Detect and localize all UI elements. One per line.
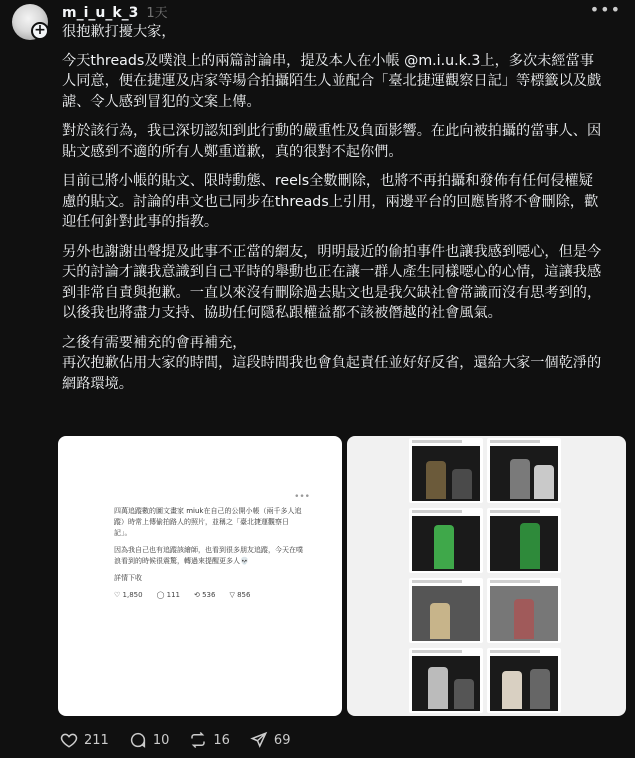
- attached-image-text-post[interactable]: [58, 436, 342, 716]
- share-count: 69: [273, 732, 291, 748]
- like-count: 211: [84, 732, 109, 748]
- heart-icon: [60, 731, 78, 749]
- post-header: [62, 2, 168, 20]
- username[interactable]: m_i_u_k_3: [62, 5, 139, 21]
- ellipsis-icon[interactable]: •••: [589, 0, 621, 19]
- post-paragraph: 目前已將小帳的貼文、限時動態、reels全數刪除，也將不再拍攝和發佈有任何侵權疑慮的貼文。討論的串文也已同步在threads上引用，兩邊平台的回應皆將不會刪除，歡迎任何針對此事的指教。: [62, 173, 599, 230]
- quoted-paragraph: 詳情下收: [114, 574, 142, 582]
- like-button[interactable]: [60, 731, 109, 749]
- quoted-paragraph: 因為我自己也有追蹤該繪師，也看到很多朋友追蹤，今天在噗浪看到的時候很震驚，轉過來提醒更多人💀: [114, 546, 303, 565]
- comment-icon: [129, 731, 147, 749]
- photo-cell: [487, 648, 561, 713]
- quoted-share-count: ▽ 856: [229, 591, 251, 599]
- post-paragraph: 對於該行為，我已深切認知到此行動的嚴重性及負面影響。在此向被拍攝的當事人、因貼文感到不適的所有人鄭重道歉，真的很對不起你們。: [62, 123, 602, 160]
- photo-cell: [409, 648, 483, 713]
- comment-count: 10: [152, 732, 170, 748]
- post-time: 1天: [146, 6, 168, 21]
- post-paragraph: 再次抱歉佔用大家的時間，這段時間我也會負起責任並好好反省，還給大家一個乾淨的網路環境。: [62, 355, 602, 392]
- post-paragraph: 之後有需要補充的會再補充，: [62, 334, 247, 351]
- quoted-like-count: ♡ 1,850: [114, 591, 143, 599]
- photo-cell: [487, 438, 561, 503]
- repost-button[interactable]: [189, 731, 230, 749]
- photo-grid: [409, 438, 561, 716]
- share-icon: [250, 731, 268, 749]
- quoted-stats: [114, 590, 304, 601]
- repost-count: 16: [213, 732, 230, 748]
- post-paragraph: 很抱歉打擾大家，: [62, 24, 176, 40]
- photo-cell: [487, 508, 561, 573]
- quoted-repost-count: ⟲ 536: [194, 591, 216, 599]
- attached-image-photo-collage[interactable]: [347, 436, 626, 716]
- share-button[interactable]: [250, 731, 291, 749]
- photo-cell: [409, 578, 483, 643]
- photo-cell: [409, 508, 483, 573]
- comment-button[interactable]: [129, 731, 170, 749]
- photo-cell: [487, 578, 561, 643]
- post-body: [62, 22, 607, 394]
- ellipsis-icon: •••: [294, 492, 310, 502]
- quoted-paragraph: 四萬追蹤數的圖文畫家 miuk在自己的公開小帳（兩千多人追蹤）時常上傳偷拍路人的照片，並稱之「臺北捷運觀察日記」。: [114, 507, 302, 537]
- quoted-post-card: [114, 492, 310, 601]
- action-bar: [60, 731, 310, 749]
- repost-icon: [189, 731, 207, 749]
- post-paragraph: 另外也謝謝出聲提及此事不正當的網友，明明最近的偷拍事件也讓我感到噁心，但是今天的討論才讓我意識到自己平時的舉動也正在讓一群人產生同樣噁心的心情，這讓我感到非常自責與抱歉。一直以來沒有刪除過去貼文也是我欠缺社會常識而沒有思考到的，以後我也將盡力支持、協助任何隱私跟權益都不該被僭越的社會風氣。: [62, 243, 602, 321]
- quoted-comment-count: ◯ 111: [156, 591, 180, 599]
- photo-cell: [409, 438, 483, 503]
- post-paragraph: 今天threads及噗浪上的兩篇討論串，提及本人在小帳 @m.i.u.k.3上，多次未經當事人同意，便在捷運及店家等場合拍攝陌生人並配合「臺北捷運觀察日記」等標籤以及戲謔、令人感到冒犯的文案上傳。: [62, 52, 602, 110]
- follow-plus-icon[interactable]: +: [31, 22, 49, 40]
